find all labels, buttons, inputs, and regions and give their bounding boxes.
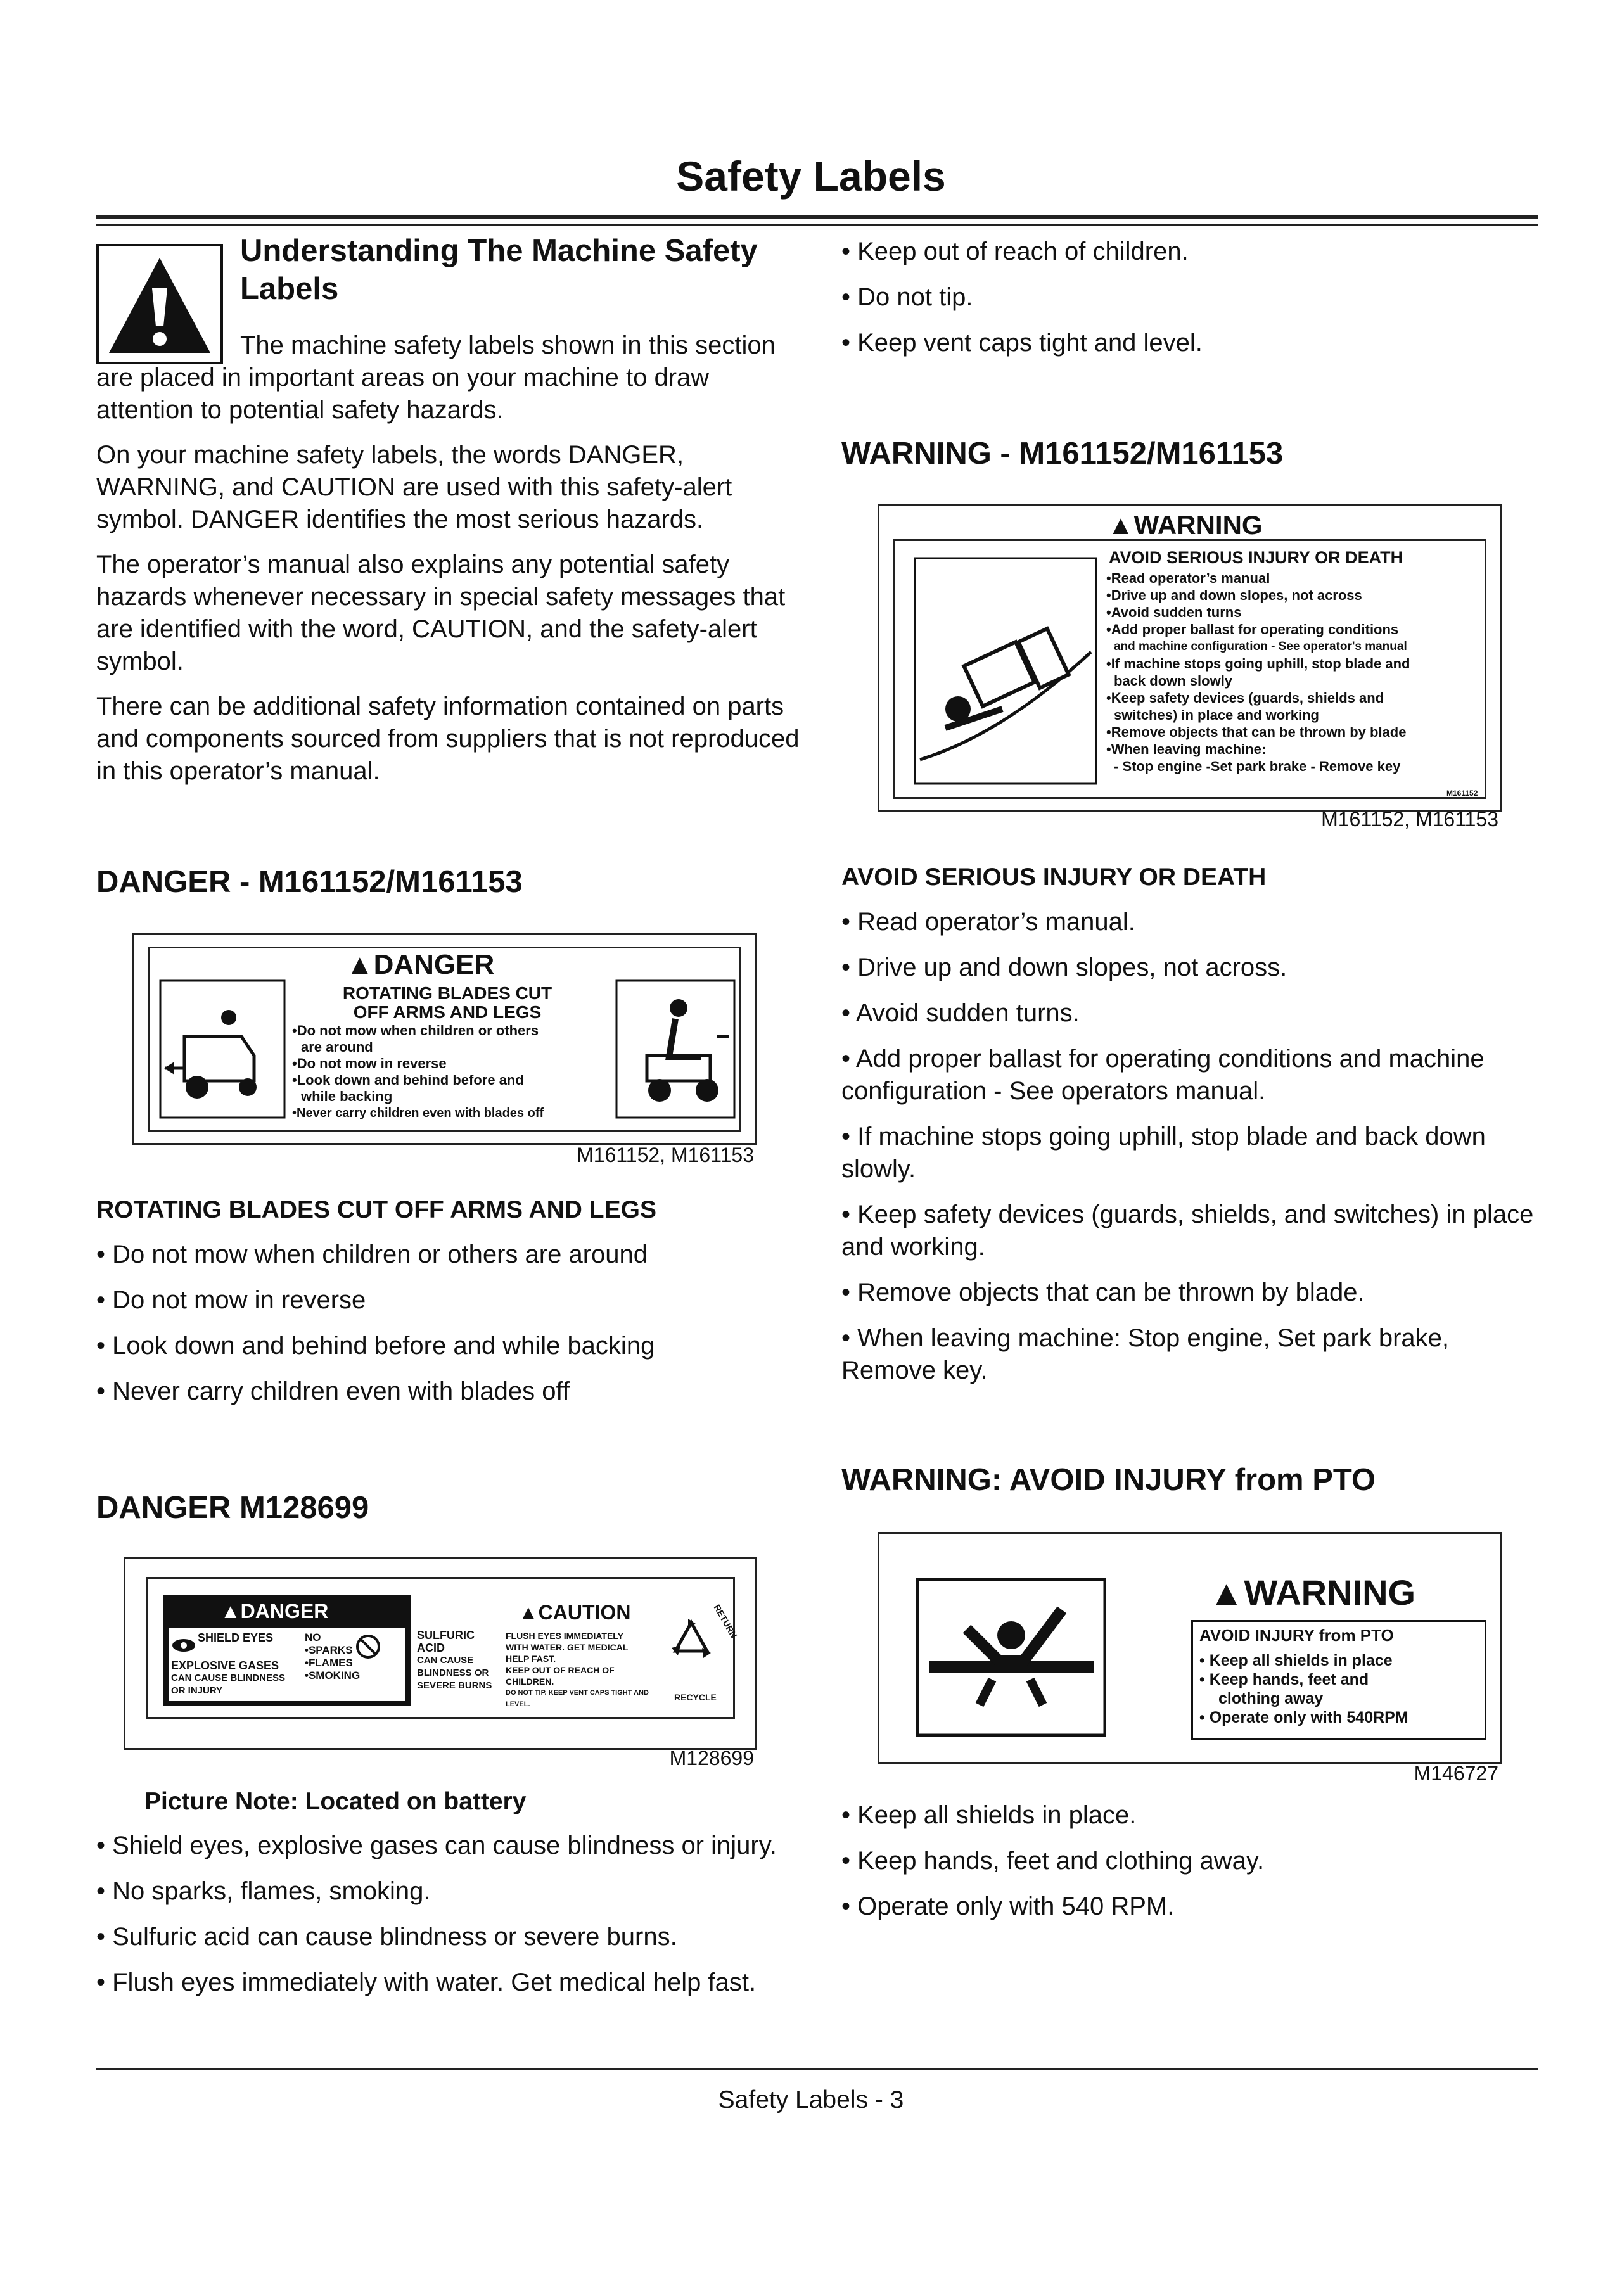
danger2-heading: DANGER M128699 xyxy=(96,1491,369,1525)
warning-label-line: •Avoid sudden turns xyxy=(1106,604,1242,620)
warning1-caption: M161152, M161153 xyxy=(1321,808,1498,831)
warning2-heading: WARNING: AVOID INJURY from PTO xyxy=(841,1463,1376,1497)
tractor-slope-pictogram xyxy=(914,557,1097,785)
danger2-bullets xyxy=(96,1830,800,2012)
bullet-item: • If machine stops going uphill, stop blade and back down slowly. xyxy=(841,1123,1486,1183)
pto-label-title xyxy=(1209,1572,1462,1613)
bullet-item: • Drive up and down slopes, not across. xyxy=(841,953,1287,981)
label-line: •SMOKING xyxy=(305,1669,361,1681)
battery-no-sparks xyxy=(305,1631,360,1682)
label-line: OR INJURY xyxy=(171,1685,223,1696)
danger-word: DANGER xyxy=(373,949,495,980)
intro-paragraph: The operator’s manual also explains any potential safety hazards whenever necessary in special safety messages that are identified with the word, CAUTION, and the safety-alert symbol. xyxy=(96,551,786,675)
bullet-item: • Do not mow when children or others are around xyxy=(96,1240,648,1268)
bullet-item: • Flush eyes immediately with water. Get medical help fast. xyxy=(96,1968,757,1996)
warning-label-title xyxy=(1108,510,1298,540)
warning-label-line: and machine configuration - See operator's manual xyxy=(1114,640,1407,653)
label-line: CAN CAUSE xyxy=(417,1655,474,1666)
label-line: SHIELD EYES xyxy=(198,1631,274,1644)
label-line: BLINDNESS OR xyxy=(417,1668,489,1678)
bullet-item: • Remove objects that can be thrown by blade. xyxy=(841,1279,1365,1306)
warning-word: WARNING xyxy=(1244,1572,1416,1612)
bullet-item: • Avoid sudden turns. xyxy=(841,999,1080,1027)
battery-acid-text xyxy=(417,1629,492,1692)
warning-label-line: - Stop engine -Set park brake - Remove key xyxy=(1114,758,1401,774)
bullet-item: • Operate only with 540 RPM. xyxy=(841,1892,1175,1920)
pto-label-sub: AVOID INJURY from PTO xyxy=(1199,1626,1394,1645)
warning1-heading: WARNING - M161152/M161153 xyxy=(841,437,1284,471)
warning-label-code: M161152 xyxy=(1446,789,1478,798)
label-line: WITH WATER. GET MEDICAL xyxy=(506,1642,629,1652)
intro-paragraph: There can be additional safety information contained on parts and components sourced from suppliers that is not reproduced in this operator’s manual. xyxy=(96,692,800,785)
label-line: •SPARKS xyxy=(305,1644,353,1656)
bullet-item: • Keep vent caps tight and level. xyxy=(841,329,1203,357)
caution-word: CAUTION xyxy=(538,1601,631,1624)
bullet-item: • Read operator’s manual. xyxy=(841,908,1135,936)
alert-icon: ▲ xyxy=(1108,510,1134,540)
label-line: HELP FAST. xyxy=(506,1654,556,1664)
danger-label-sub2: OFF ARMS AND LEGS xyxy=(353,1002,542,1022)
label-line: •FLAMES xyxy=(305,1657,353,1669)
bullet-item: • Never carry children even with blades off xyxy=(96,1377,570,1405)
warning-label-line: •Add proper ballast for operating conditions xyxy=(1106,622,1399,637)
warning1-subheading: AVOID SERIOUS INJURY OR DEATH xyxy=(841,864,1267,891)
bullet-item: • Sulfuric acid can cause blindness or severe burns. xyxy=(96,1923,677,1951)
danger-label-lines xyxy=(292,1023,609,1121)
label-line: FLUSH EYES IMMEDIATELY xyxy=(506,1631,623,1641)
danger-label-line: •Do not mow when children or others xyxy=(292,1023,539,1038)
danger1-bullets xyxy=(96,1239,800,1421)
bullet-item: • Do not tip. xyxy=(841,283,973,311)
danger1-caption: M161152, M161153 xyxy=(577,1144,754,1166)
label-line: CAN CAUSE BLINDNESS xyxy=(171,1673,286,1683)
alert-icon: ▲ xyxy=(220,1600,241,1623)
battery-danger-text2 xyxy=(171,1659,298,1697)
pto-label-line: clothing away xyxy=(1218,1690,1324,1707)
label-line: EXPLOSIVE GASES xyxy=(171,1659,279,1672)
danger-label-title xyxy=(346,949,561,981)
pto-label-box xyxy=(1191,1620,1486,1740)
pto-label-line: • Operate only with 540RPM xyxy=(1199,1709,1408,1726)
warning-label-line: switches) in place and working xyxy=(1114,707,1319,723)
warning-label-lines xyxy=(1106,570,1486,775)
alert-icon: ▲ xyxy=(518,1601,539,1624)
warning1-bullets xyxy=(841,906,1545,1400)
picture-note: Picture Note: Located on battery xyxy=(144,1788,527,1815)
battery-recycle-text: RECYCLE xyxy=(674,1692,717,1702)
battery-label-image xyxy=(124,1557,757,1750)
page-title: Safety Labels xyxy=(676,153,946,200)
pto-label-line: • Keep hands, feet and xyxy=(1199,1671,1369,1688)
no-flame-icon xyxy=(355,1634,381,1659)
intro-paragraph: The machine safety labels shown in this section are placed in important areas on your machine to draw attention to potential safety hazards. xyxy=(96,331,776,424)
bullet-item: • When leaving machine: Stop engine, Set park brake, Remove key. xyxy=(841,1324,1450,1384)
alert-icon: ▲ xyxy=(346,949,374,980)
danger-label-line: while backing xyxy=(301,1088,393,1104)
battery-danger-text xyxy=(198,1631,273,1644)
danger-label-sub1: ROTATING BLADES CUT xyxy=(342,983,552,1003)
danger-label-line: •Do not mow in reverse xyxy=(292,1056,447,1071)
warning-label-line: •Drive up and down slopes, not across xyxy=(1106,587,1362,603)
warning-label-line: •Read operator’s manual xyxy=(1106,570,1270,586)
recycle-icon xyxy=(663,1616,720,1673)
warning2-caption: M146727 xyxy=(1414,1762,1498,1785)
warning-label-line: •When leaving machine: xyxy=(1106,741,1267,757)
page-footer: Safety Labels - 3 xyxy=(718,2086,904,2114)
danger1-subheading: ROTATING BLADES CUT OFF ARMS AND LEGS xyxy=(96,1196,656,1223)
battery-danger-title xyxy=(220,1600,385,1623)
danger-word: DANGER xyxy=(240,1600,329,1623)
warning-label-image xyxy=(878,504,1502,812)
danger-label-line: •Never carry children even with blades off xyxy=(292,1106,544,1120)
warning-label-sub: AVOID SERIOUS INJURY OR DEATH xyxy=(1109,548,1403,567)
bullet-item: • Keep hands, feet and clothing away. xyxy=(841,1847,1265,1875)
label-line: KEEP OUT OF REACH OF CHILDREN. xyxy=(506,1665,615,1687)
pto-label-line: • Keep all shields in place xyxy=(1199,1652,1393,1669)
intro-heading: Understanding The Machine Safety Labels xyxy=(240,234,758,306)
pto-pictogram xyxy=(916,1578,1106,1737)
mower-reverse-pictogram xyxy=(159,979,286,1119)
warning-label-line: back down slowly xyxy=(1114,673,1233,689)
bullet-item: • Keep all shields in place. xyxy=(841,1801,1137,1829)
danger-label-line: are around xyxy=(301,1039,373,1055)
eye-shield-icon xyxy=(171,1633,196,1658)
header-rule-thin xyxy=(96,224,1538,226)
label-line: NO xyxy=(305,1631,321,1643)
label-line: SULFURIC xyxy=(417,1629,475,1642)
label-line: DO NOT TIP. KEEP VENT CAPS TIGHT AND LEVEL. xyxy=(506,1689,649,1708)
label-line: SEVERE BURNS xyxy=(417,1680,492,1691)
danger2-caption: M128699 xyxy=(669,1747,754,1770)
pto-label-image xyxy=(878,1532,1502,1764)
header-rule xyxy=(96,215,1538,219)
bullet-item: • Add proper ballast for operating conditions and machine configuration - See operators manual. xyxy=(841,1045,1485,1105)
warning-label-line: •Keep safety devices (guards, shields and xyxy=(1106,690,1384,706)
alert-icon: ▲ xyxy=(1209,1572,1244,1612)
warning-label-line: •Remove objects that can be thrown by blade xyxy=(1106,724,1407,740)
mower-rider-pictogram xyxy=(615,979,736,1119)
bullet-item: • Shield eyes, explosive gases can cause blindness or injury. xyxy=(96,1832,777,1859)
bullet-item: • Do not mow in reverse xyxy=(96,1286,366,1314)
bullet-item: • Look down and behind before and while backing xyxy=(96,1332,655,1360)
warning-word: WARNING xyxy=(1133,510,1263,540)
danger-label-image xyxy=(132,933,757,1145)
footer-rule xyxy=(96,2068,1538,2070)
pto-label-lines xyxy=(1199,1651,1408,1727)
intro-paragraph: On your machine safety labels, the words DANGER, WARNING, and CAUTION are used with this safety-alert symbol. DANGER identifies the most serious hazards. xyxy=(96,441,732,533)
battery-danger-inner xyxy=(169,1628,406,1701)
bullet-item: • Keep safety devices (guards, shields, and switches) in place and working. xyxy=(841,1201,1534,1261)
bullet-item: • Keep out of reach of children. xyxy=(841,238,1189,265)
battery-return-text: RETURN xyxy=(712,1602,739,1640)
intro-text xyxy=(96,329,800,800)
warning-label-line: •If machine stops going uphill, stop blade and xyxy=(1106,656,1410,672)
danger-label-line: •Look down and behind before and xyxy=(292,1072,524,1088)
warning2-bullets xyxy=(841,1799,1545,1936)
battery-caution-title xyxy=(518,1601,658,1624)
label-line: ACID xyxy=(417,1642,445,1654)
danger1-heading: DANGER - M161152/M161153 xyxy=(96,865,523,899)
bullet-item: • No sparks, flames, smoking. xyxy=(96,1877,431,1905)
battery-caution-text xyxy=(506,1630,658,1710)
right-top-bullets xyxy=(841,236,1545,373)
